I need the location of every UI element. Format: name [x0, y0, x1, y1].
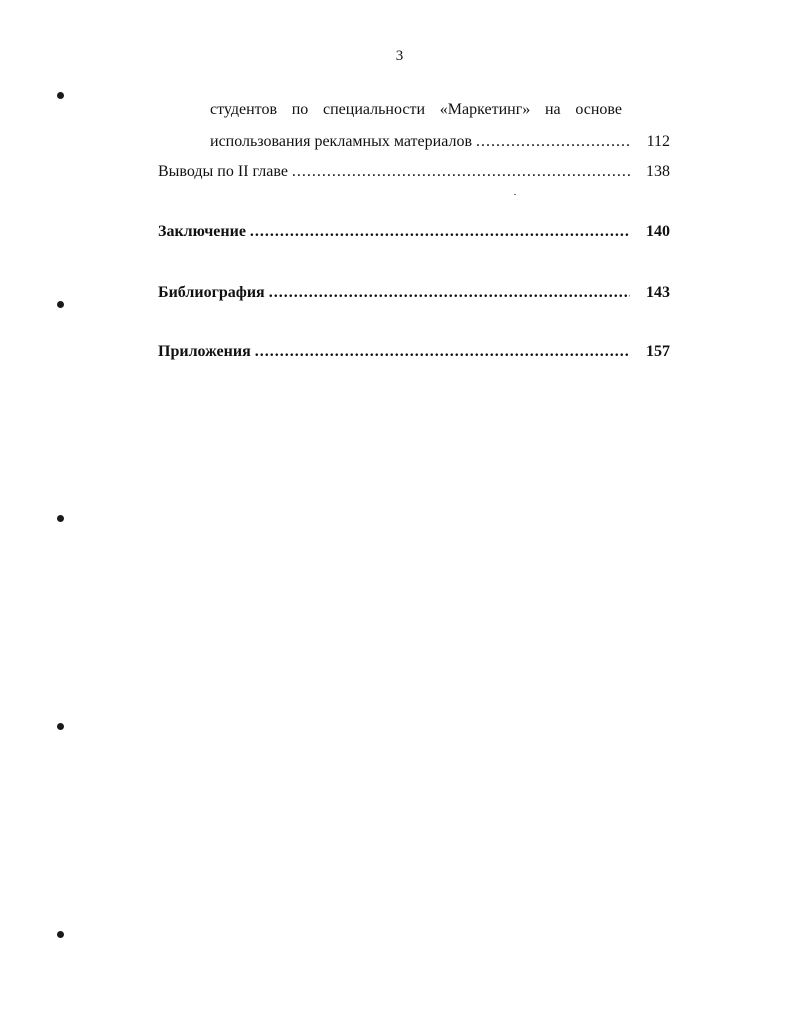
- toc-entry-conclusion: [158, 222, 670, 242]
- dot-leader: [251, 342, 630, 362]
- toc-entry-chapter-conclusions: [158, 162, 670, 182]
- binding-hole-mark: [57, 515, 64, 522]
- dot-leader: [246, 222, 630, 242]
- toc-entry-title: Библиография: [158, 284, 265, 301]
- scan-speck: [514, 194, 516, 195]
- toc-entry-page: 157: [646, 343, 670, 360]
- toc-entry-page: 138: [646, 163, 670, 180]
- binding-hole-mark: [57, 92, 64, 99]
- toc-entry-title: Приложения: [158, 343, 251, 360]
- toc-entry-title: использования рекламных материалов: [210, 133, 472, 150]
- toc-entry-title: Выводы по II главе: [158, 163, 288, 180]
- toc-entry-title: Заключение: [158, 223, 246, 240]
- toc-entry-advertising-materials: [210, 132, 670, 152]
- dot-leader: [288, 162, 630, 182]
- dot-leader: [472, 132, 630, 152]
- toc-entry-page: 112: [646, 133, 670, 150]
- binding-hole-mark: [57, 723, 64, 730]
- toc-entry-appendices: [158, 342, 670, 362]
- toc-entry-page: 140: [646, 223, 670, 240]
- toc-entry-page: 143: [646, 284, 670, 301]
- binding-hole-mark: [57, 931, 64, 938]
- binding-hole-mark: [57, 301, 64, 308]
- toc-entry-bibliography: [158, 283, 670, 303]
- toc-entry-continuation-line: студентов по специальности «Маркетинг» на основе: [210, 101, 622, 118]
- dot-leader: [265, 283, 630, 303]
- page-number: 3: [395, 48, 404, 64]
